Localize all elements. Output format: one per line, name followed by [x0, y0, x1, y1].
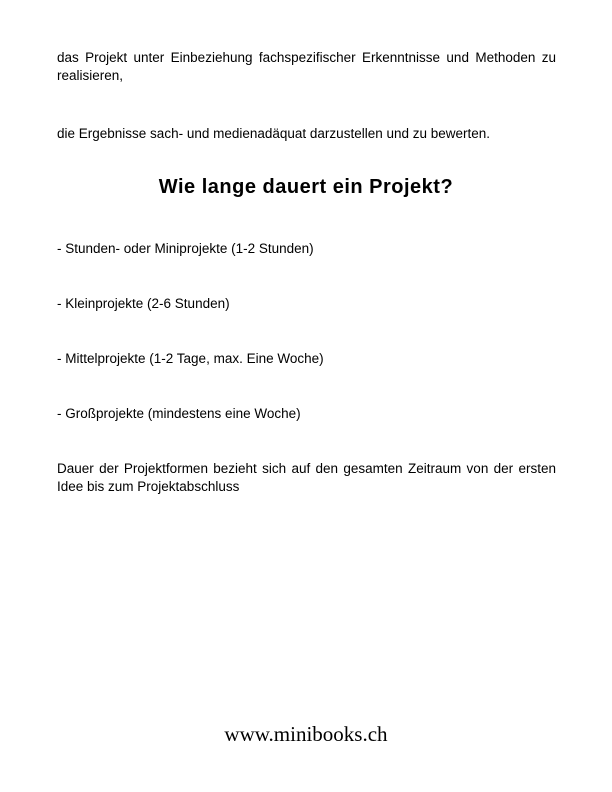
- list-item: - Stunden- oder Miniprojekte (1-2 Stunden): [57, 241, 314, 256]
- duration-note-paragraph: Dauer der Projektformen bezieht sich auf den gesamten Zeitraum von der ersten Idee bis zum Projektabschluss: [57, 461, 556, 494]
- list-item: - Mittelprojekte (1-2 Tage, max. Eine Woche): [57, 351, 324, 366]
- list-item: - Kleinprojekte (2-6 Stunden): [57, 296, 230, 311]
- list-item: - Großprojekte (mindestens eine Woche): [57, 406, 301, 421]
- results-paragraph: die Ergebnisse sach- und medienadäquat darzustellen und zu bewerten.: [57, 126, 491, 141]
- footer-url: www.minibooks.ch: [224, 722, 388, 746]
- intro-paragraph: das Projekt unter Einbeziehung fachspezifischer Erkenntnisse und Methoden zu realisieren,: [57, 50, 556, 83]
- page-heading: Wie lange dauert ein Projekt?: [158, 176, 454, 198]
